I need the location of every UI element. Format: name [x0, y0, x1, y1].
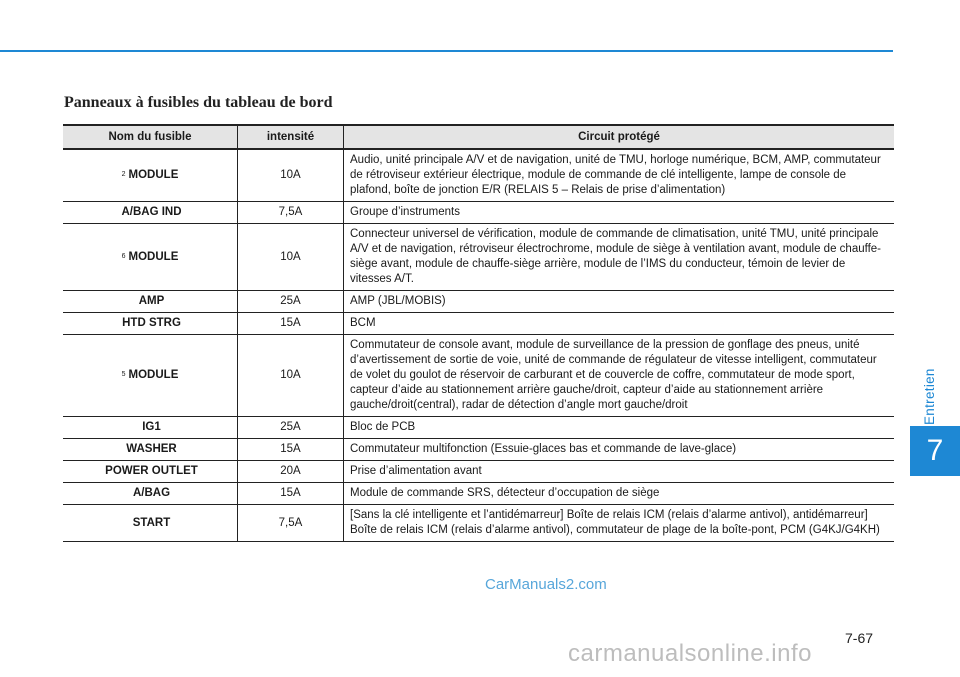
fuse-table-header	[63, 125, 894, 149]
fuse-name: A/BAG IND	[121, 206, 182, 218]
fuse-amperage: 15A	[238, 313, 344, 335]
fuse-circuit: [Sans la clé intelligente et l’antidémarreur] Boîte de relais ICM (relais d’alarme antivol), antidémarreur] Boîte de relais ICM (relais d’alarme antivol), commutateur de plage de la boîte-pont, PCM (G4KJ/G4KH)	[344, 505, 895, 542]
fuse-name-cell	[63, 439, 238, 461]
fuse-amperage: 25A	[238, 291, 344, 313]
header-circuit: Circuit protégé	[344, 125, 895, 149]
fuse-name: START	[132, 516, 171, 529]
fuse-name: POWER OUTLET	[105, 465, 198, 477]
fuse-circuit: BCM	[344, 313, 895, 335]
table-row	[63, 149, 894, 202]
fuse-name-cell	[63, 149, 238, 202]
fuse-name: MODULE	[128, 250, 179, 263]
fuse-table-body	[63, 149, 894, 542]
table-row	[63, 417, 894, 439]
fuse-table	[63, 124, 894, 542]
fuse-circuit: Commutateur de console avant, module de surveillance de la pression de gonflage des pneus, unité d’avertissement de sortie de voie, unité de commande de régulateur de vitesse intelligent, commutateur de volet du goulot de réservoir de carburant et de couvercle de coffre, commutateur de mode sport, capteur d’aide au stationnement arrière gauche/droit, capteur d’aide au stationnement arrière gauche/droit(central), radar de détection d’angle mort gauche/droit	[344, 335, 895, 417]
fuse-amperage: 15A	[238, 439, 344, 461]
fuse-ref: 2	[121, 171, 126, 178]
top-rule	[0, 50, 893, 52]
fuse-name: MODULE	[128, 169, 179, 181]
fuse-name-cell	[63, 313, 238, 335]
fuse-ref: 6	[121, 252, 126, 260]
table-row	[63, 483, 894, 505]
chapter-tab[interactable]: 7	[910, 426, 960, 476]
table-row	[63, 313, 894, 335]
fuse-name: MODULE	[128, 369, 179, 381]
fuse-circuit: Bloc de PCB	[344, 417, 895, 439]
fuse-name-cell	[63, 461, 238, 483]
fuse-circuit: Connecteur universel de vérification, module de commande de climatisation, unité TMU, unité principale A/V et de navigation, rétroviseur électrochrome, module de siège à ventilation avant, module de chauffe-siège avant, module de chauffe-siège arrière, module de l’IMS du conducteur, témoin de levier de vitesses A/T.	[344, 224, 895, 291]
fuse-amperage: 20A	[238, 461, 344, 483]
fuse-name-cell	[63, 417, 238, 439]
fuse-amperage: 7,5A	[238, 505, 344, 542]
fuse-circuit: Commutateur multifonction (Essuie-glaces bas et commande de lave-glace)	[344, 439, 895, 461]
fuse-amperage: 7,5A	[238, 202, 344, 224]
table-row	[63, 335, 894, 417]
fuse-name: WASHER	[126, 443, 177, 455]
fuse-amperage: 10A	[238, 224, 344, 291]
fuse-circuit: Groupe d’instruments	[344, 202, 895, 224]
table-row	[63, 439, 894, 461]
fuse-name-cell	[63, 335, 238, 417]
table-row	[63, 224, 894, 291]
header-fuse-name: Nom du fusible	[63, 125, 238, 149]
fuse-name-cell	[63, 505, 238, 542]
fuse-amperage: 10A	[238, 149, 344, 202]
watermark: CarManuals2.com	[485, 576, 607, 593]
fuse-name: A/BAG	[132, 487, 171, 499]
table-row	[63, 291, 894, 313]
fuse-name: HTD STRG	[122, 317, 181, 329]
fuse-amperage: 25A	[238, 417, 344, 439]
fuse-amperage: 10A	[238, 335, 344, 417]
fuse-circuit: AMP (JBL/MOBIS)	[344, 291, 895, 313]
fuse-name-cell	[63, 483, 238, 505]
fuse-name: AMP	[138, 295, 165, 307]
fuse-circuit: Module de commande SRS, détecteur d’occupation de siège	[344, 483, 895, 505]
table-row	[63, 202, 894, 224]
fuse-name-cell	[63, 224, 238, 291]
fuse-name-cell	[63, 202, 238, 224]
header-amperage: intensité	[238, 125, 344, 149]
table-row	[63, 461, 894, 483]
fuse-amperage: 15A	[238, 483, 344, 505]
fuse-circuit: Prise d’alimentation avant	[344, 461, 895, 483]
fuse-ref: 5	[121, 371, 126, 378]
fuse-circuit: Audio, unité principale A/V et de navigation, unité de TMU, horloge numérique, BCM, AMP, commutateur de rétroviseur extérieur électrique, module de commande de clé intelligente, lampe de console de plafond, boîte de jonction E/R (RELAIS 5 – Relais de prise d’alimentation)	[344, 149, 895, 202]
page-number: 7-67	[845, 630, 874, 646]
table-row	[63, 505, 894, 542]
fuse-name: IG1	[142, 421, 161, 433]
chapter-side-label: Entretien	[922, 368, 937, 425]
fuse-name-cell	[63, 291, 238, 313]
section-title: Panneaux à fusibles du tableau de bord	[64, 94, 333, 111]
footer-watermark: carmanualsonline.info	[568, 640, 812, 667]
